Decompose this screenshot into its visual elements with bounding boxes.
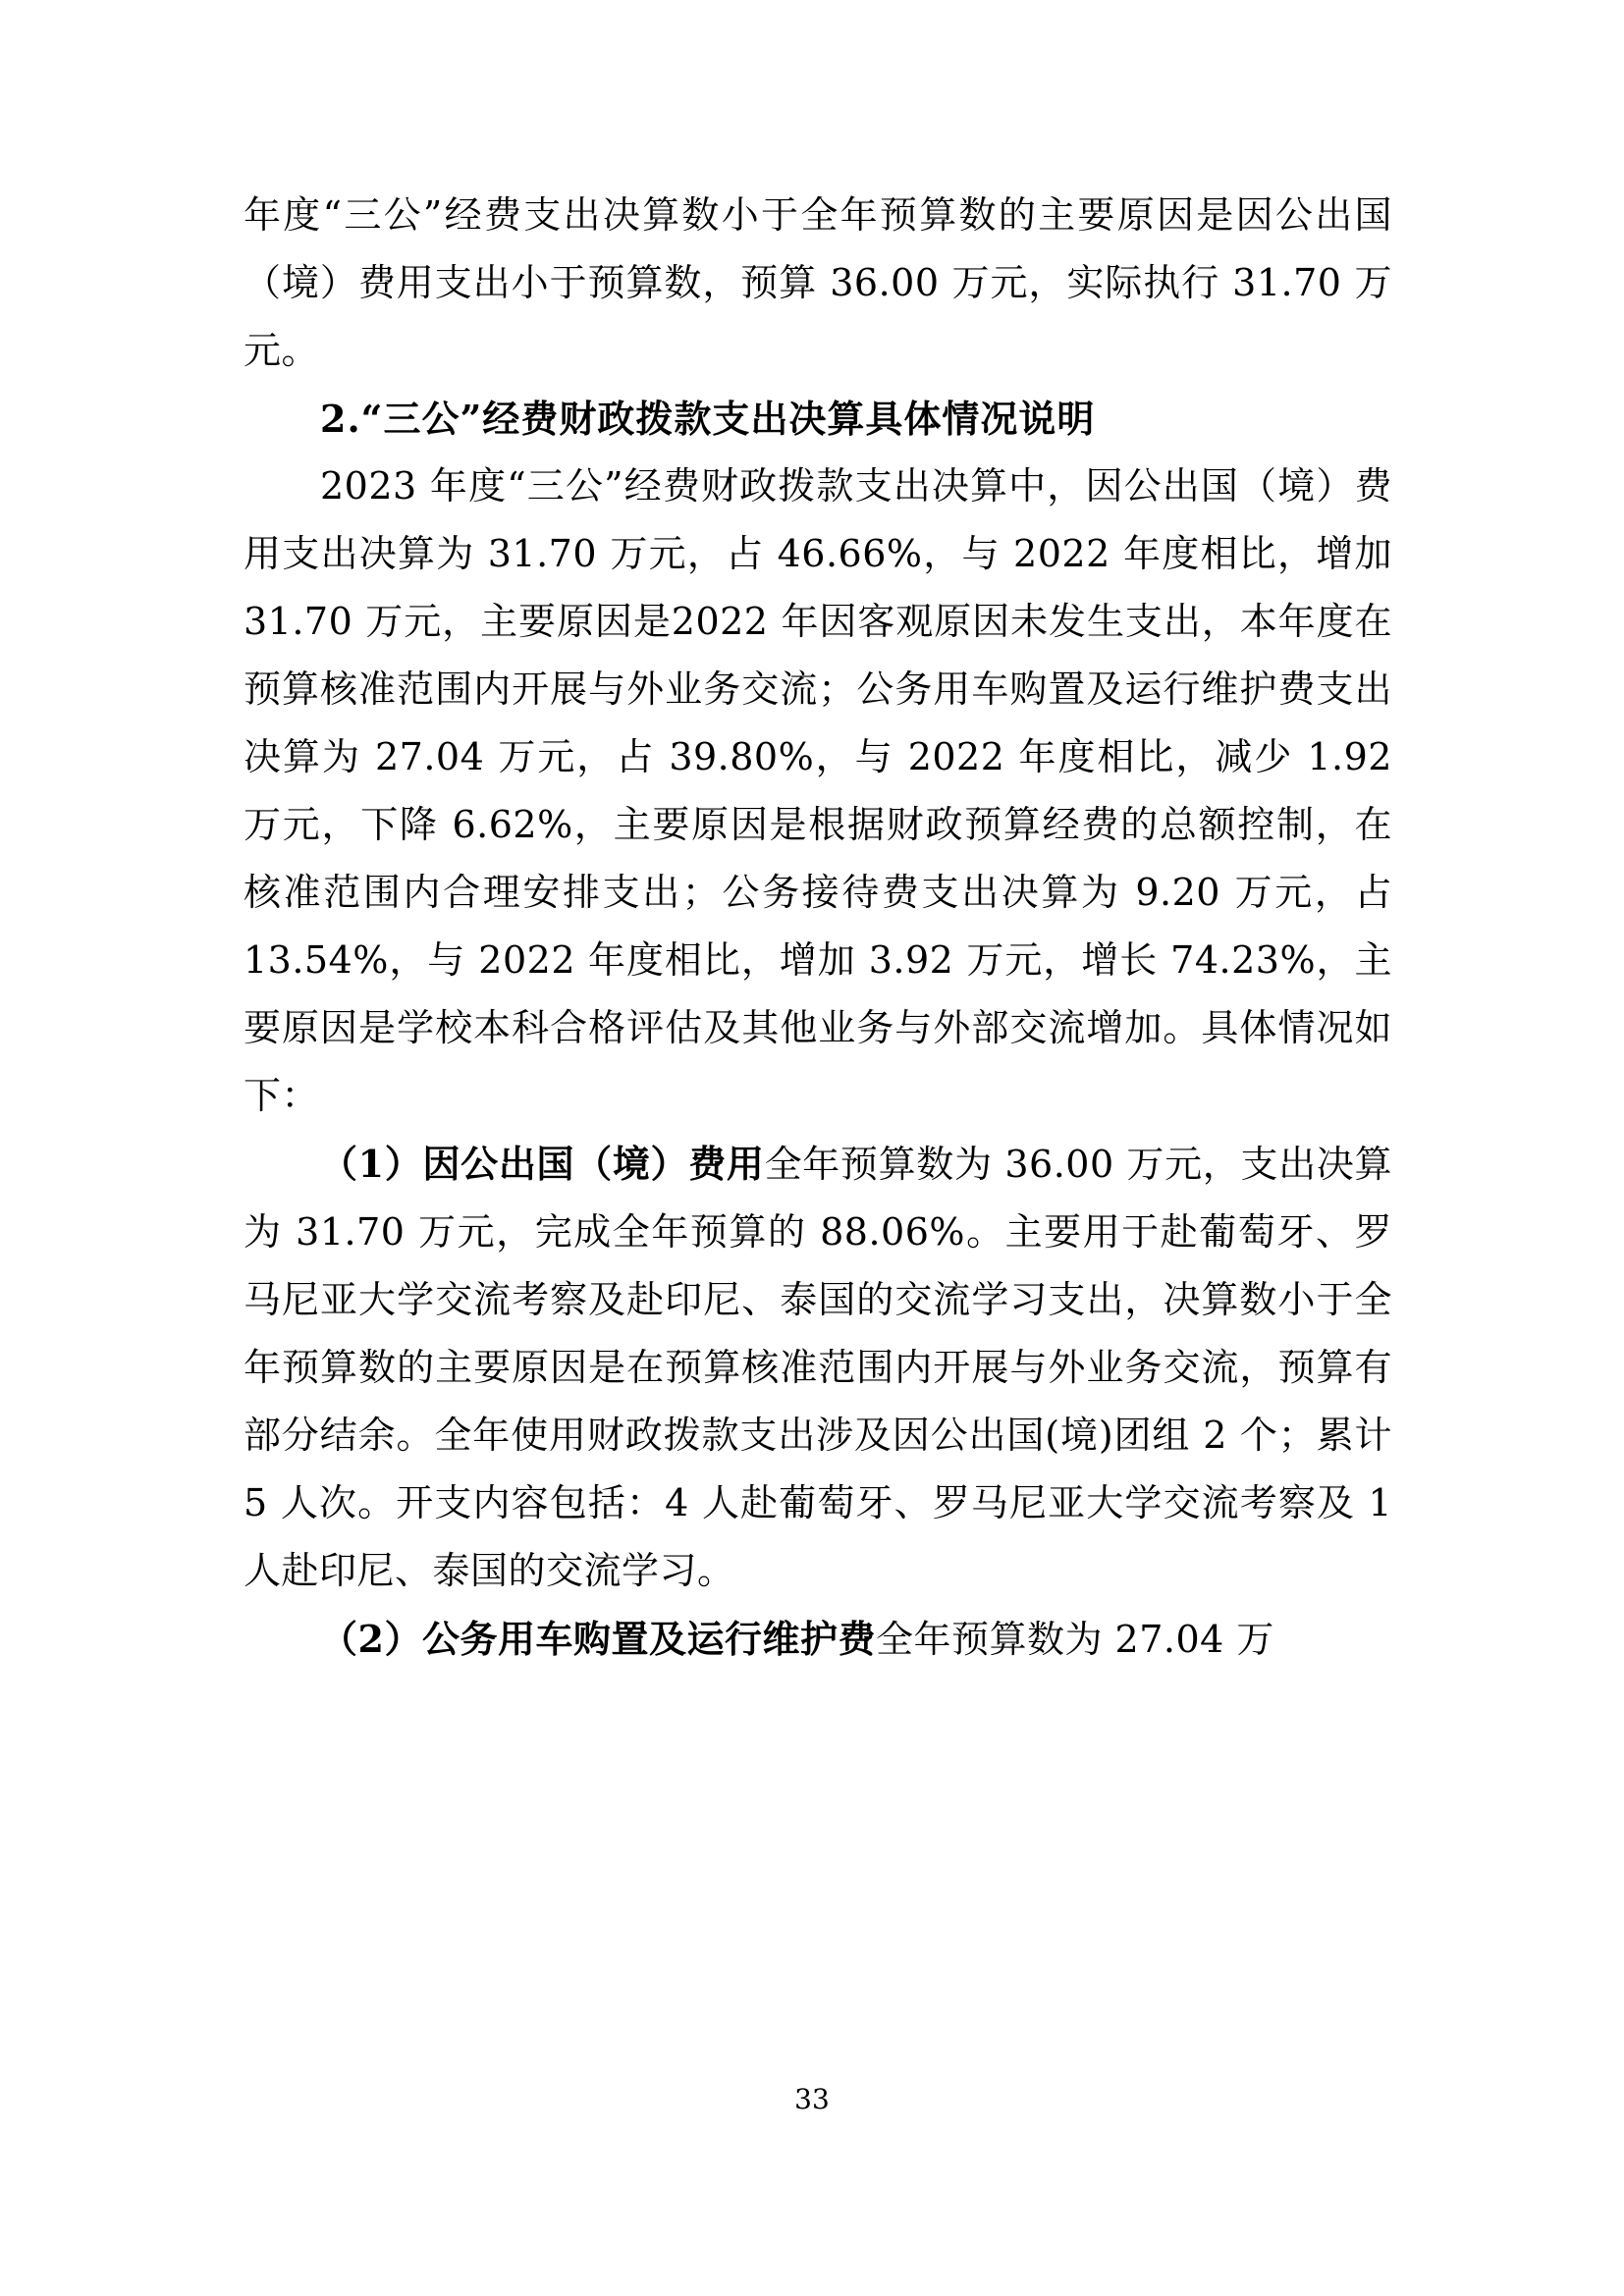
paragraph-item-1 <box>244 1130 1392 1605</box>
section-heading: 2.“三公”经费财政拨款支出决算具体情况说明 <box>320 397 1096 441</box>
paragraph-overview: 2023 年度“三公”经费财政拨款支出决算中，因公出国（境）费用支出决算为 31.70 万元，占 46.66%，与 2022 年度相比，增加 31.70 万元，主要原因是2022 年因客观原因未发生支出，本年度在预算核准范围内开展与外业务交流；公务用车购置及运行维护费支出决算为 27.04 万元，占 39.80%，与 2022 年度相比，减少 1.92 万元，下降 6.62%，主要原因是根据财政预算经费的总额控制，在核准范围内合理安排支出；公务接待费支出决算为 9.20 万元，占 13.54%，与 2022 年度相比，增加 3.92 万元，增长 74.23%，主要原因是学校本科合格评估及其他业务与外部交流增加。具体情况如下： <box>244 464 1392 1117</box>
item-1-lead: （1）因公出国（境）费用 <box>320 1142 765 1186</box>
item-2-body: 全年预算数为 27.04 万 <box>875 1618 1274 1661</box>
item-1-body: 全年预算数为 36.00 万元，支出决算为 31.70 万元，完成全年预算的 88.06%。主要用于赴葡萄牙、罗马尼亚大学交流考察及赴印尼、泰国的交流学习支出，决算数小于全年预算数的主要原因是在预算核准范围内开展与外业务交流，预算有部分结余。全年使用财政拨款支出涉及因公出国(境)团组 2 个；累计 5 人次。开支内容包括：4 人赴葡萄牙、罗马尼亚大学交流考察及 1 人赴印尼、泰国的交流学习。 <box>244 1143 1392 1592</box>
page-number: 33 <box>794 2083 830 2115</box>
paragraph-item-2 <box>244 1605 1392 1674</box>
item-2-lead: （2）公务用车购置及运行维护费 <box>320 1617 876 1661</box>
paragraph-continued: 年度“三公”经费支出决算数小于全年预算数的主要原因是因公出国（境）费用支出小于预算数，预算 36.00 万元，实际执行 31.70 万元。 <box>244 193 1392 372</box>
page-content <box>244 182 1392 1674</box>
